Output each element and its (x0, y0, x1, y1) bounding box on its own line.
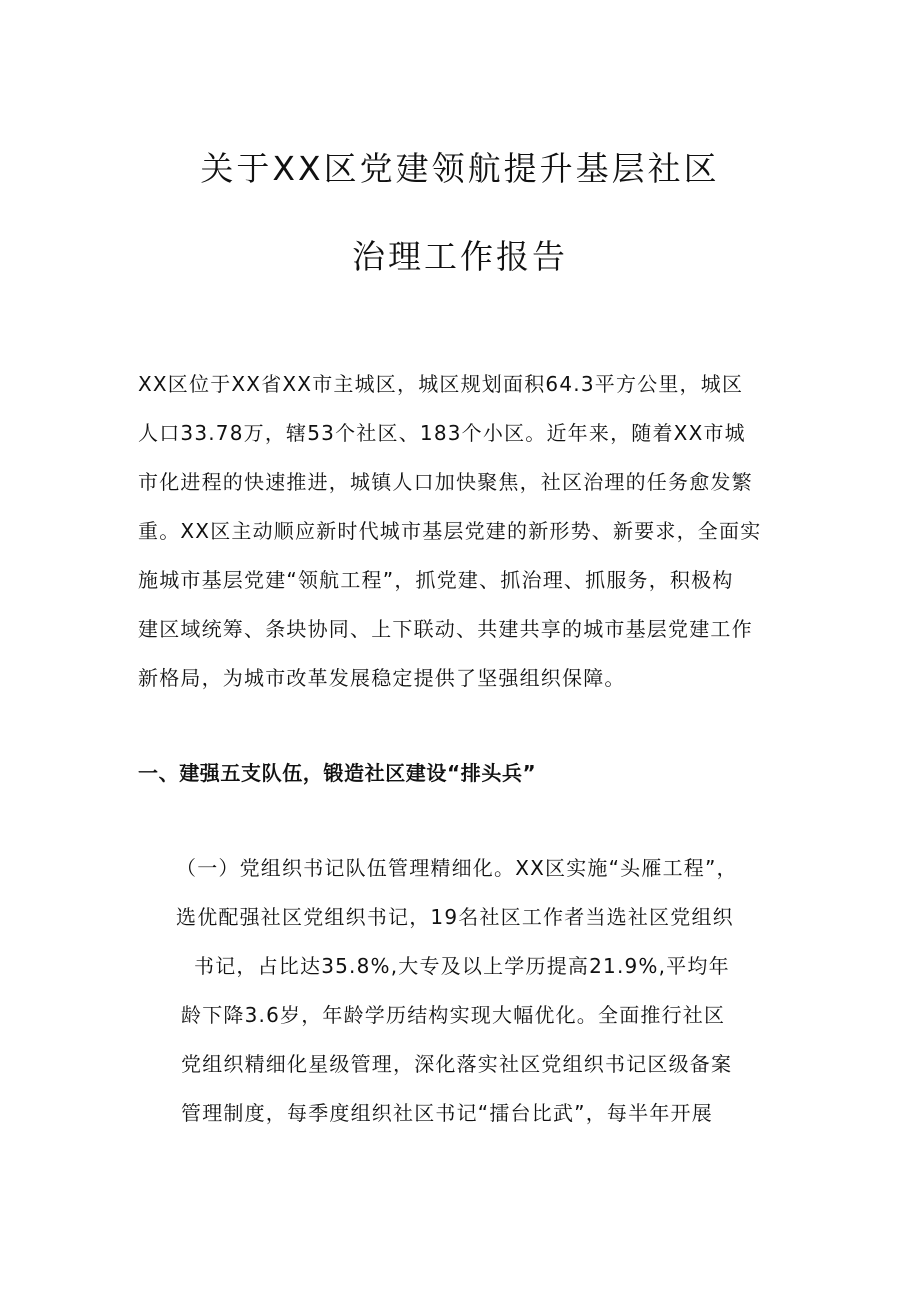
subsection-line: 龄下降3.6岁，年龄学历结构实现大幅优化。全面推行社区 (181, 1003, 726, 1027)
subsection-line: 管理制度，每季度组织社区书记“擂台比武”，每半年开展 (181, 1101, 713, 1125)
document-title-line-1: 关于XX区党建领航提升基层社区 (200, 149, 720, 188)
intro-line: 市化进程的快速推进，城镇人口加快聚焦，社区治理的任务愈发繁 (138, 470, 753, 494)
intro-line: 施城市基层党建“领航工程”，抓党建、抓治理、抓服务，积极构 (138, 568, 734, 592)
subsection-line: 党组织精细化星级管理，深化落实社区党组织书记区级备案 (181, 1052, 733, 1076)
intro-line: 重。XX区主动顺应新时代城市基层党建的新形势、新要求，全面实 (138, 519, 762, 543)
subsection-line: 书记，占比达35.8%,大专及以上学历提高21.9%,平均年 (194, 954, 730, 978)
intro-line: XX区位于XX省XX市主城区，城区规划面积64.3平方公里，城区 (138, 372, 744, 396)
subsection-line: 选优配强社区党组织书记，19名社区工作者当选社区党组织 (176, 905, 734, 929)
section-1-heading: 一、建强五支队伍，锻造社区建设“排头兵” (138, 761, 537, 785)
intro-line: 人口33.78万，辖53个社区、183个小区。近年来，随着XX市城 (138, 421, 746, 445)
intro-line: 新格局，为城市改革发展稳定提供了坚强组织保障。 (138, 666, 626, 690)
document-title-line-2: 治理工作报告 (352, 237, 568, 276)
intro-line: 建区域统筹、条块协同、上下联动、共建共享的城市基层党建工作 (138, 617, 753, 641)
subsection-line: （一）党组织书记队伍管理精细化。XX区实施“头雁工程”， (176, 856, 738, 880)
